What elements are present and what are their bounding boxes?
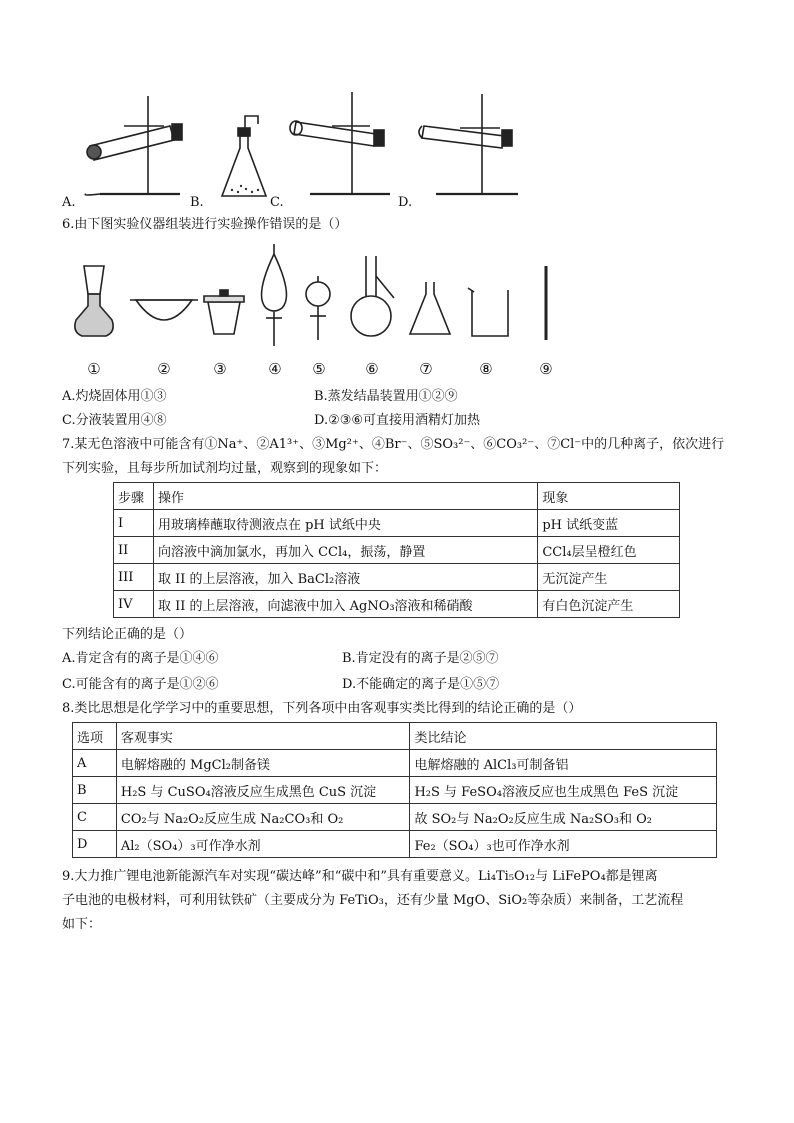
q7-stem-line1: 7.某无色溶液中可能含有①Na⁺、②A1³⁺、③Mg²⁺、④Br⁻、⑤SO₃²⁻、⑥CO₃²⁻、⑦Cl⁻中的几种离子，依次进行 bbox=[62, 437, 725, 452]
table-cell: CO₂与 Na₂O₂反应生成 Na₂CO₃和 O₂ bbox=[116, 804, 410, 831]
instrument-number-4: ④ bbox=[268, 360, 282, 378]
table-cell: 取 II 的上层溶液，向滤液中加入 AgNO₃溶液和稀硝酸 bbox=[153, 591, 537, 618]
q6-option-a[interactable]: A.灼烧固体用①③ bbox=[62, 389, 167, 404]
table-cell: 故 SO₂与 Na₂O₂反应生成 Na₂SO₃和 O₂ bbox=[410, 804, 717, 831]
table-cell: pH 试纸变蓝 bbox=[538, 510, 680, 537]
q7-table bbox=[113, 482, 680, 618]
q7-question: 下列结论正确的是（） bbox=[62, 627, 193, 642]
table-cell: 取 II 的上层溶液，加入 BaCl₂溶液 bbox=[153, 564, 537, 591]
table-row bbox=[114, 537, 680, 564]
q9-line2: 子电池的电极材料，可利用钛铁矿（主要成分为 FeTiO₃，还有少量 MgO、SiO₂等杂质）来制备，工艺流程 bbox=[62, 893, 684, 908]
table-header: 操作 bbox=[153, 483, 537, 510]
instrument-number-9: ⑨ bbox=[539, 360, 553, 378]
q6-stem: 6.由下图实验仪器组装进行实验操作错误的是（） bbox=[62, 217, 348, 232]
q7-option-b[interactable]: B.肯定没有的离子是②⑤⑦ bbox=[342, 651, 499, 666]
q8-table bbox=[72, 722, 717, 858]
q7-option-d[interactable]: D.不能确定的离子是①⑤⑦ bbox=[342, 677, 500, 692]
instrument-number-6: ⑥ bbox=[365, 360, 379, 378]
table-cell: Al₂（SO₄）₃可作净水剂 bbox=[116, 831, 410, 858]
instrument-number-1: ① bbox=[87, 360, 101, 378]
table-row bbox=[73, 804, 717, 831]
q9-line3: 如下： bbox=[62, 917, 102, 932]
q6-option-c[interactable]: C.分液装置用④⑧ bbox=[62, 413, 167, 428]
table-header: 步骤 bbox=[114, 483, 154, 510]
table-row bbox=[114, 510, 680, 537]
instrument-number-8: ⑧ bbox=[479, 360, 493, 378]
table-cell: 电解熔融的 MgCl₂制备镁 bbox=[116, 750, 410, 777]
table-header-row bbox=[73, 723, 717, 750]
table-cell: 向溶液中滴加氯水，再加入 CCl₄，振荡，静置 bbox=[153, 537, 537, 564]
table-cell: III bbox=[114, 564, 154, 591]
q6-option-b[interactable]: B.蒸发结晶装置用①②⑨ bbox=[314, 389, 458, 404]
table-cell: D bbox=[73, 831, 117, 858]
table-cell: IV bbox=[114, 591, 154, 618]
table-cell: 无沉淀产生 bbox=[538, 564, 680, 591]
table-cell: H₂S 与 CuSO₄溶液反应生成黑色 CuS 沉淀 bbox=[116, 777, 410, 804]
table-row bbox=[73, 831, 717, 858]
instrument-number-3: ③ bbox=[213, 360, 227, 378]
table-cell: II bbox=[114, 537, 154, 564]
table-header: 选项 bbox=[73, 723, 117, 750]
table-header-row bbox=[114, 483, 680, 510]
apparatus-label-d: D. bbox=[398, 195, 413, 210]
table-header: 客观事实 bbox=[116, 723, 410, 750]
table-cell: 电解熔融的 AlCl₃可制备铝 bbox=[410, 750, 717, 777]
table-cell: CCl₄层呈橙红色 bbox=[538, 537, 680, 564]
table-row bbox=[114, 591, 680, 618]
q9-line1: 9.大力推广锂电池新能源汽车对实现“碳达峰”和“碳中和”具有重要意义。Li₄Ti₅O₁₂与 LiFePO₄都是锂离 bbox=[62, 869, 658, 884]
table-cell: 有白色沉淀产生 bbox=[538, 591, 680, 618]
apparatus-label-b: B. bbox=[190, 195, 204, 210]
apparatus-label-a: A. bbox=[62, 195, 76, 210]
table-cell: 用玻璃棒蘸取待测液点在 pH 试纸中央 bbox=[153, 510, 537, 537]
table-cell: I bbox=[114, 510, 154, 537]
q7-stem-line2: 下列实验，且每步所加试剂均过量，观察到的现象如下： bbox=[62, 461, 388, 476]
table-cell: H₂S 与 FeSO₄溶液反应也生成黑色 FeS 沉淀 bbox=[410, 777, 717, 804]
table-cell: B bbox=[73, 777, 117, 804]
table-cell: A bbox=[73, 750, 117, 777]
table-cell: Fe₂（SO₄）₃也可作净水剂 bbox=[410, 831, 717, 858]
q7-option-a[interactable]: A.肯定含有的离子是①④⑥ bbox=[62, 651, 219, 666]
apparatus-label-c: C. bbox=[270, 195, 284, 210]
apparatus-figure-top bbox=[60, 86, 530, 210]
table-cell: C bbox=[73, 804, 117, 831]
table-header: 现象 bbox=[538, 483, 680, 510]
instrument-number-5: ⑤ bbox=[312, 360, 326, 378]
instrument-number-2: ② bbox=[157, 360, 171, 378]
q7-option-c[interactable]: C.可能含有的离子是①②⑥ bbox=[62, 677, 219, 692]
table-row bbox=[73, 750, 717, 777]
apparatus-drawing-top bbox=[60, 86, 530, 210]
q8-stem: 8.类比思想是化学学习中的重要思想，下列各项中由客观事实类比得到的结论正确的是（） bbox=[62, 701, 582, 716]
instrument-number-7: ⑦ bbox=[419, 360, 433, 378]
table-header: 类比结论 bbox=[410, 723, 717, 750]
q6-option-d[interactable]: D.②③⑥可直接用酒精灯加热 bbox=[314, 413, 481, 428]
table-row bbox=[73, 777, 717, 804]
table-row bbox=[114, 564, 680, 591]
